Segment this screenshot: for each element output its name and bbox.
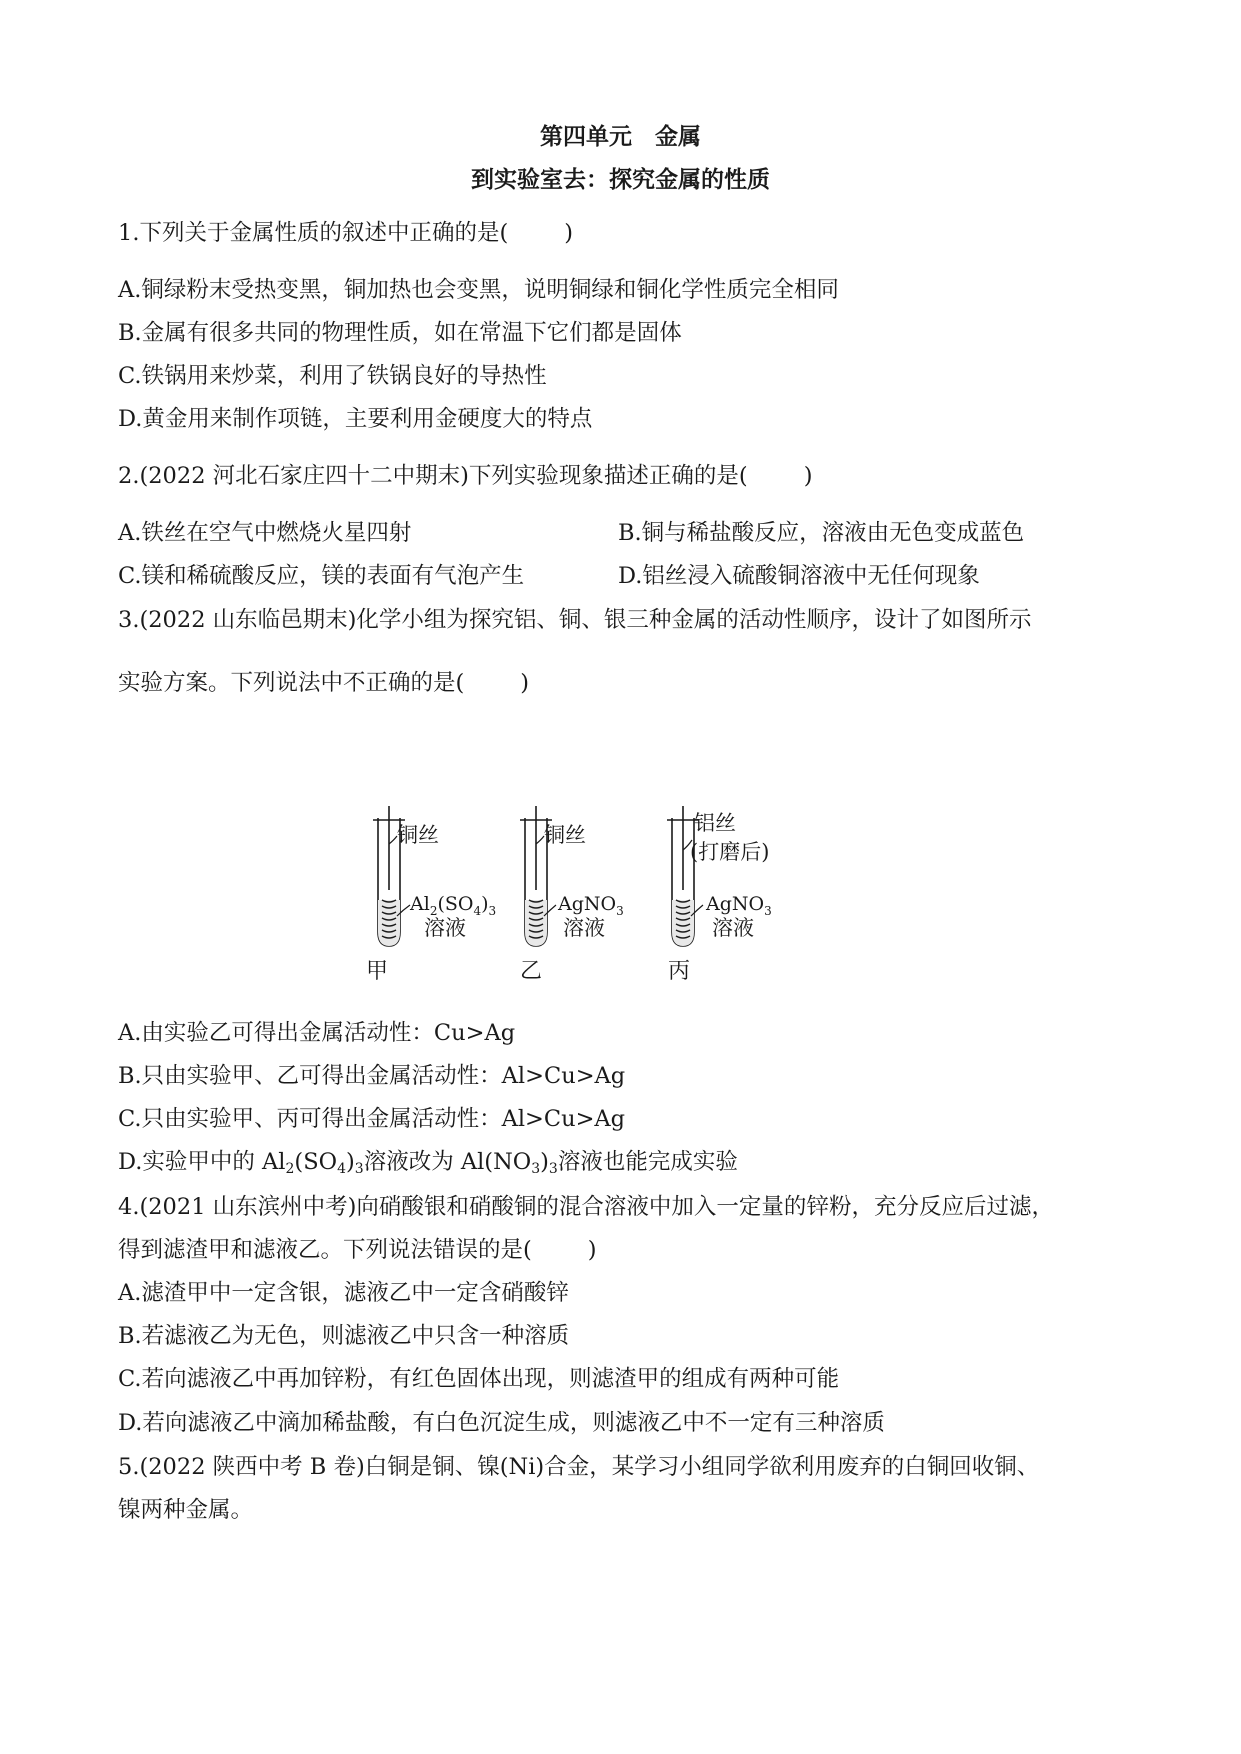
- question-3-option-c: C.只由实验甲、丙可得出金属活动性：Al>Cu>Ag: [118, 1106, 626, 1132]
- question-1-stem: 1.下列关于金属性质的叙述中正确的是( ): [118, 220, 574, 246]
- wire-note-bing: (打磨后): [690, 840, 770, 864]
- question-1-option-d: D.黄金用来制作项链，主要利用金硬度大的特点: [118, 406, 593, 432]
- question-2-option-c: C.镁和稀硫酸反应，镁的表面有气泡产生: [118, 563, 525, 589]
- question-5-stem-line1: 5.(2022 陕西中考 B 卷)白铜是铜、镍(Ni)合金，某学习小组同学欲利用废弃的白铜回收铜、: [118, 1454, 1040, 1480]
- question-2-option-a: A.铁丝在空气中燃烧火星四射: [118, 520, 412, 546]
- solution-formula-yi: AgNO$_3$: [558, 893, 624, 918]
- question-4-option-a: A.滤渣甲中一定含银，滤液乙中一定含硝酸锌: [118, 1280, 569, 1306]
- solution-formula-jia: $Al_2(SO_4)_3$: [410, 893, 497, 918]
- question-2-stem: 2.(2022 河北石家庄四十二中期末)下列实验现象描述正确的是( ): [118, 463, 813, 489]
- question-1-option-b: B.金属有很多共同的物理性质，如在常温下它们都是固体: [118, 320, 682, 346]
- unit-title: 第四单元 金属: [540, 124, 701, 150]
- question-5-stem-line2: 镍两种金属。: [118, 1497, 254, 1523]
- wire-label-yi: 铜丝: [544, 823, 586, 847]
- question-3-stem-line1: 3.(2022 山东临邑期末)化学小组为探究铝、铜、银三种金属的活动性顺序，设计了如图所示: [118, 607, 1032, 633]
- test-tube-jia: [366, 806, 496, 984]
- question-4-option-b: B.若滤液乙为无色，则滤液乙中只含一种溶质: [118, 1323, 570, 1349]
- question-3-option-d: D.实验甲中的 $Al_2(SO_4)_3$溶液改为 $Al(NO_3)_3$溶液也能完成实验: [118, 1149, 738, 1177]
- solution-formula-bing: AgNO$_3$: [706, 893, 772, 918]
- test-tube-yi: [520, 806, 624, 984]
- question-4-stem-line1: 4.(2021 山东滨州中考)向硝酸银和硝酸铜的混合溶液中加入一定量的锌粉，充分反应后过滤，: [118, 1194, 1054, 1220]
- question-2-option-d: D.铝丝浸入硫酸铜溶液中无任何现象: [618, 563, 980, 589]
- question-3-option-b: B.只由实验甲、乙可得出金属活动性：Al>Cu>Ag: [118, 1063, 626, 1089]
- question-2-option-b: B.铜与稀盐酸反应，溶液由无色变成蓝色: [618, 520, 1025, 546]
- solution-word-yi: 溶液: [563, 916, 605, 940]
- tube-caption-bing: 丙: [668, 959, 691, 984]
- question-4-stem-line2: 得到滤渣甲和滤液乙。下列说法错误的是( ): [118, 1237, 597, 1263]
- solution-word-jia: 溶液: [424, 916, 466, 940]
- question-3-option-a: A.由实验乙可得出金属活动性：Cu>Ag: [118, 1020, 516, 1046]
- tube-caption-yi: 乙: [520, 959, 543, 984]
- test-tube-bing: [667, 806, 772, 984]
- wire-label-jia: 铜丝: [397, 823, 439, 847]
- test-tube-figure: [366, 800, 850, 995]
- solution-word-bing: 溶液: [712, 916, 754, 940]
- tube-caption-jia: 甲: [366, 959, 389, 984]
- wire-label-bing: 铝丝: [694, 811, 736, 835]
- question-1-option-c: C.铁锅用来炒菜，利用了铁锅良好的导热性: [118, 363, 547, 389]
- question-4-option-c: C.若向滤液乙中再加锌粉，有红色固体出现，则滤渣甲的组成有两种可能: [118, 1366, 840, 1392]
- question-3-stem-line2: 实验方案。下列说法中不正确的是( ): [118, 670, 530, 696]
- section-title: 到实验室去：探究金属的性质: [471, 167, 770, 193]
- question-4-option-d: D.若向滤液乙中滴加稀盐酸，有白色沉淀生成，则滤液乙中不一定有三种溶质: [118, 1410, 885, 1436]
- question-1-option-a: A.铜绿粉末受热变黑，铜加热也会变黑，说明铜绿和铜化学性质完全相同: [118, 277, 839, 303]
